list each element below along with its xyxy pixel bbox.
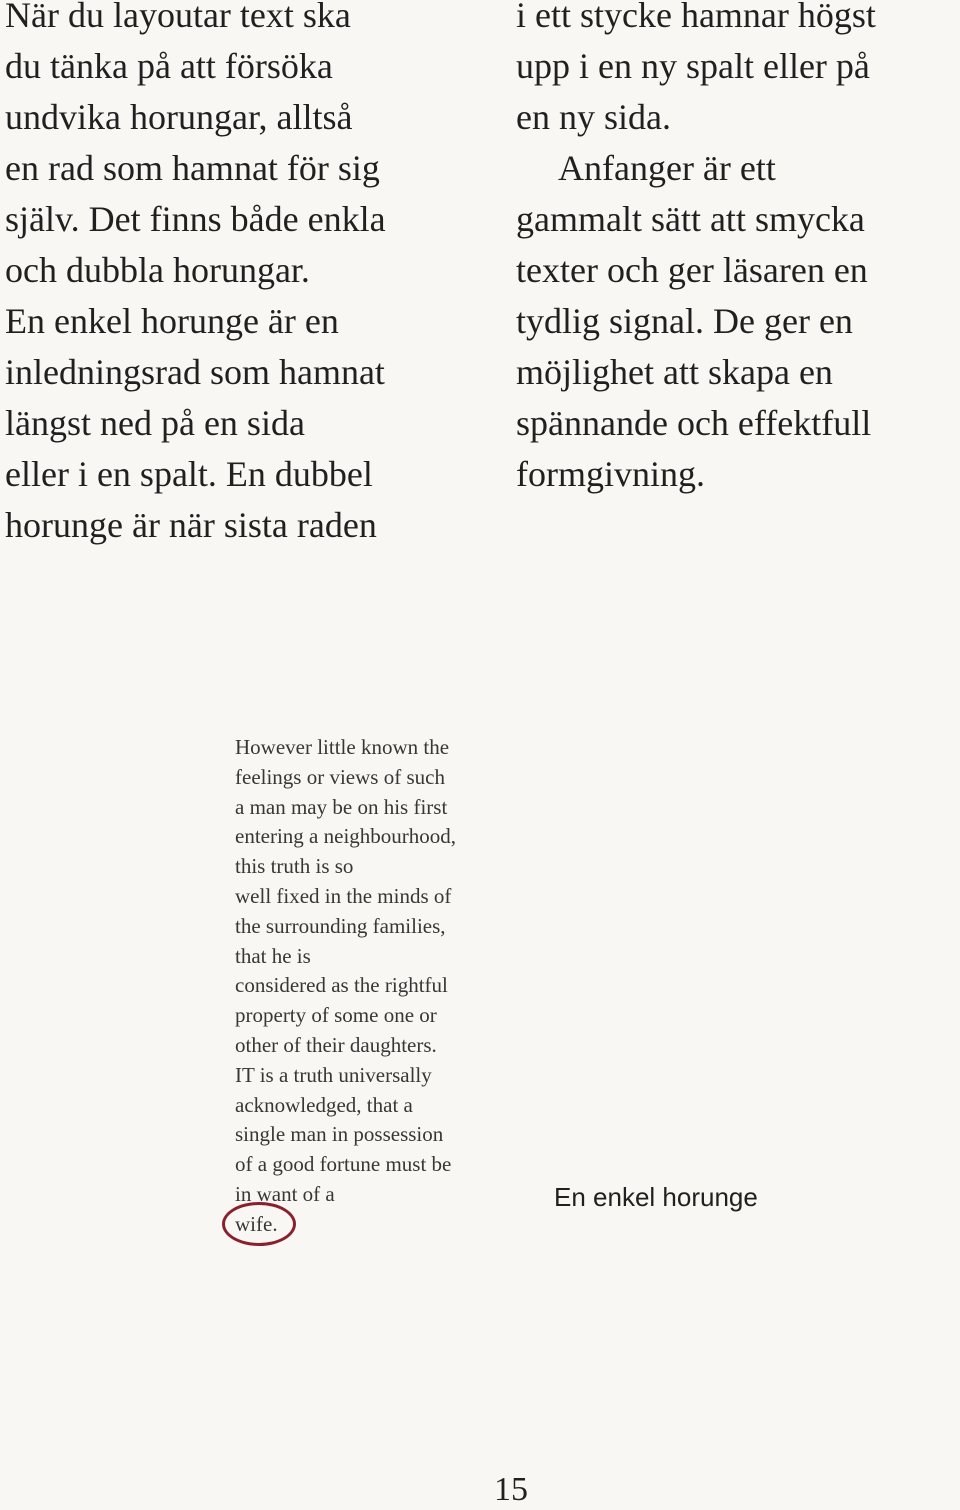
example-line: in want of a xyxy=(235,1181,335,1206)
example-line: the surrounding families, xyxy=(235,913,446,938)
body-line: eller i en spalt. En dubbel xyxy=(5,454,373,494)
body-line: en rad som hamnat för sig xyxy=(5,148,380,188)
example-line: other of their daughters. xyxy=(235,1032,437,1057)
example-line: single man in possession xyxy=(235,1122,444,1147)
example-line: considered as the rightful xyxy=(235,973,448,998)
example-line: a man may be on his first xyxy=(235,794,448,819)
body-line: du tänka på att försöka xyxy=(5,46,333,86)
example-line: this truth is so xyxy=(235,854,354,879)
left-body-column xyxy=(5,0,485,551)
body-line: När du layoutar text ska xyxy=(5,0,351,35)
body-line-indented: Anfanger är ett xyxy=(558,148,776,188)
widow-example-text xyxy=(235,733,535,1240)
body-line: upp i en ny spalt eller på xyxy=(516,46,870,86)
example-line: well fixed in the minds of xyxy=(235,883,452,908)
figure-caption: En enkel horunge xyxy=(554,1182,758,1212)
example-line: entering a neighbourhood, xyxy=(235,824,457,849)
page-number: 15 xyxy=(494,1471,528,1508)
body-line: texter och ger läsaren en xyxy=(516,250,868,290)
example-line: acknowledged, that a xyxy=(235,1092,413,1117)
body-line: horunge är när sista raden xyxy=(5,505,377,545)
example-line: IT is a truth universally xyxy=(235,1062,432,1087)
body-line: gammalt sätt att smycka xyxy=(516,199,865,239)
body-line: själv. Det finns både enkla xyxy=(5,199,386,239)
body-line: formgivning. xyxy=(516,454,705,494)
body-line: längst ned på en sida xyxy=(5,403,305,443)
body-line: tydlig signal. De ger en xyxy=(516,301,853,341)
example-line: property of some one or xyxy=(235,1003,437,1028)
body-line: En enkel horunge är en xyxy=(5,301,339,341)
body-line: spännande och effektfull xyxy=(516,403,872,443)
example-line: However little known the xyxy=(235,735,450,759)
body-line: en ny sida. xyxy=(516,97,671,137)
example-line: feelings or views of such xyxy=(235,764,445,789)
widow-highlight-circle xyxy=(222,1202,296,1246)
body-line: inledningsrad som hamnat xyxy=(5,352,385,392)
body-line: i ett stycke hamnar högst xyxy=(516,0,876,35)
body-line: och dubbla horungar. xyxy=(5,250,310,290)
body-line: undvika horungar, alltså xyxy=(5,97,353,137)
body-line: möjlighet att skapa en xyxy=(516,352,833,392)
widow-word: wife. xyxy=(235,1211,278,1236)
right-body-column xyxy=(516,0,956,500)
example-line: of a good fortune must be xyxy=(235,1152,452,1177)
example-line: that he is xyxy=(235,943,311,968)
